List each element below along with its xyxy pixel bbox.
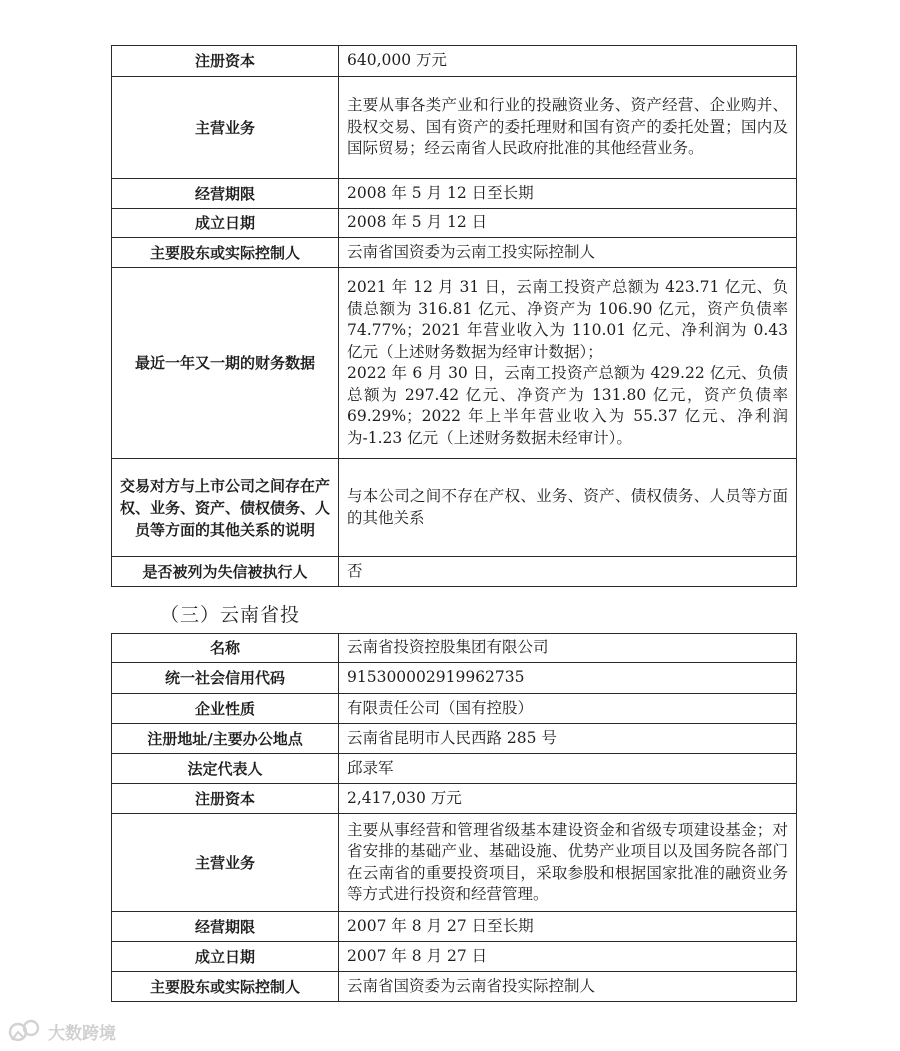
row-value: 云南省国资委为云南工投实际控制人 — [339, 238, 797, 268]
row-key: 名称 — [112, 634, 339, 663]
row-key: 成立日期 — [112, 209, 339, 238]
row-value: 主要从事经营和管理省级基本建设资金和省级专项建设基金；对省安排的基础产业、基础设施、优势产业项目以及国务院各部门在云南省的重要投资项目，采取参股和根据国家批准的融资业务等方式进行投资和经营管理。 — [339, 814, 797, 912]
row-key: 主要股东或实际控制人 — [112, 238, 339, 268]
table-row — [112, 972, 797, 1002]
row-key: 注册资本 — [112, 784, 339, 814]
section-title: （三）云南省投 — [160, 604, 301, 626]
row-value: 2,417,030 万元 — [339, 784, 797, 814]
row-value: 2007 年 8 月 27 日至长期 — [339, 912, 797, 942]
table-row — [112, 459, 797, 557]
table-row — [112, 784, 797, 814]
table-row — [112, 209, 797, 238]
row-key: 主营业务 — [112, 814, 339, 912]
row-value: 云南省投资控股集团有限公司 — [339, 634, 797, 663]
row-key: 注册地址/主要办公地点 — [112, 724, 339, 754]
row-key: 交易对方与上市公司之间存在产权、业务、资产、债权债务、人员等方面的其他关系的说明 — [112, 459, 339, 557]
row-key: 经营期限 — [112, 912, 339, 942]
row-key: 主要股东或实际控制人 — [112, 972, 339, 1002]
table-row — [112, 268, 797, 459]
row-key: 注册资本 — [112, 46, 339, 77]
row-key: 最近一年又一期的财务数据 — [112, 268, 339, 459]
row-value: 2008 年 5 月 12 日 — [339, 209, 797, 238]
table-row — [112, 634, 797, 663]
logo-icon — [8, 1018, 42, 1044]
table-row — [112, 814, 797, 912]
row-value: 否 — [339, 557, 797, 587]
table-yunnan-provincial-investment — [111, 633, 797, 1002]
watermark — [8, 1018, 116, 1044]
row-value: 有限责任公司（国有控股） — [339, 694, 797, 724]
row-key: 成立日期 — [112, 942, 339, 972]
row-value: 云南省国资委为云南省投实际控制人 — [339, 972, 797, 1002]
row-key: 统一社会信用代码 — [112, 663, 339, 694]
table-row — [112, 942, 797, 972]
row-value: 云南省昆明市人民西路 285 号 — [339, 724, 797, 754]
table-row — [112, 912, 797, 942]
row-value: 与本公司之间不存在产权、业务、资产、债权债务、人员等方面的其他关系 — [339, 459, 797, 557]
row-value: 915300002919962735 — [339, 663, 797, 694]
row-value: 2008 年 5 月 12 日至长期 — [339, 179, 797, 209]
row-key: 法定代表人 — [112, 754, 339, 784]
row-value: 邱录军 — [339, 754, 797, 784]
table-row — [112, 663, 797, 694]
row-value: 2007 年 8 月 27 日 — [339, 942, 797, 972]
table-row — [112, 238, 797, 268]
row-key: 经营期限 — [112, 179, 339, 209]
table-row — [112, 694, 797, 724]
table-row — [112, 179, 797, 209]
watermark-text: 大数跨境 — [48, 1023, 116, 1044]
row-key: 是否被列为失信被执行人 — [112, 557, 339, 587]
row-key: 主营业务 — [112, 77, 339, 179]
table-row — [112, 724, 797, 754]
row-value: 2021 年 12 月 31 日，云南工投资产总额为 423.71 亿元、负债总额为 316.81 亿元、净资产为 106.90 亿元，资产负债率 74.77%；2021 年营业收入为 110.01 亿元、净利润为 0.43 亿元（上述财务数据为经审计数据）； 2022 年 6 月 30 日，云南工投资产总额为 429.22 亿元、负债总额为 297.42 亿元、净资产为 131.80 亿元，资产负债率 69.29%；2022 年上半年营业收入为 55.37 亿元、净利润为-1.23 亿元（上述财务数据未经审计）。 — [339, 268, 797, 459]
table-row — [112, 754, 797, 784]
table-row — [112, 46, 797, 77]
row-value: 主要从事各类产业和行业的投融资业务、资产经营、企业购并、股权交易、国有资产的委托理财和国有资产的委托处置；国内及国际贸易；经云南省人民政府批准的其他经营业务。 — [339, 77, 797, 179]
row-value: 640,000 万元 — [339, 46, 797, 77]
row-key: 企业性质 — [112, 694, 339, 724]
table-yunnan-industrial-investment — [111, 45, 797, 587]
table-row — [112, 557, 797, 587]
table-row — [112, 77, 797, 179]
